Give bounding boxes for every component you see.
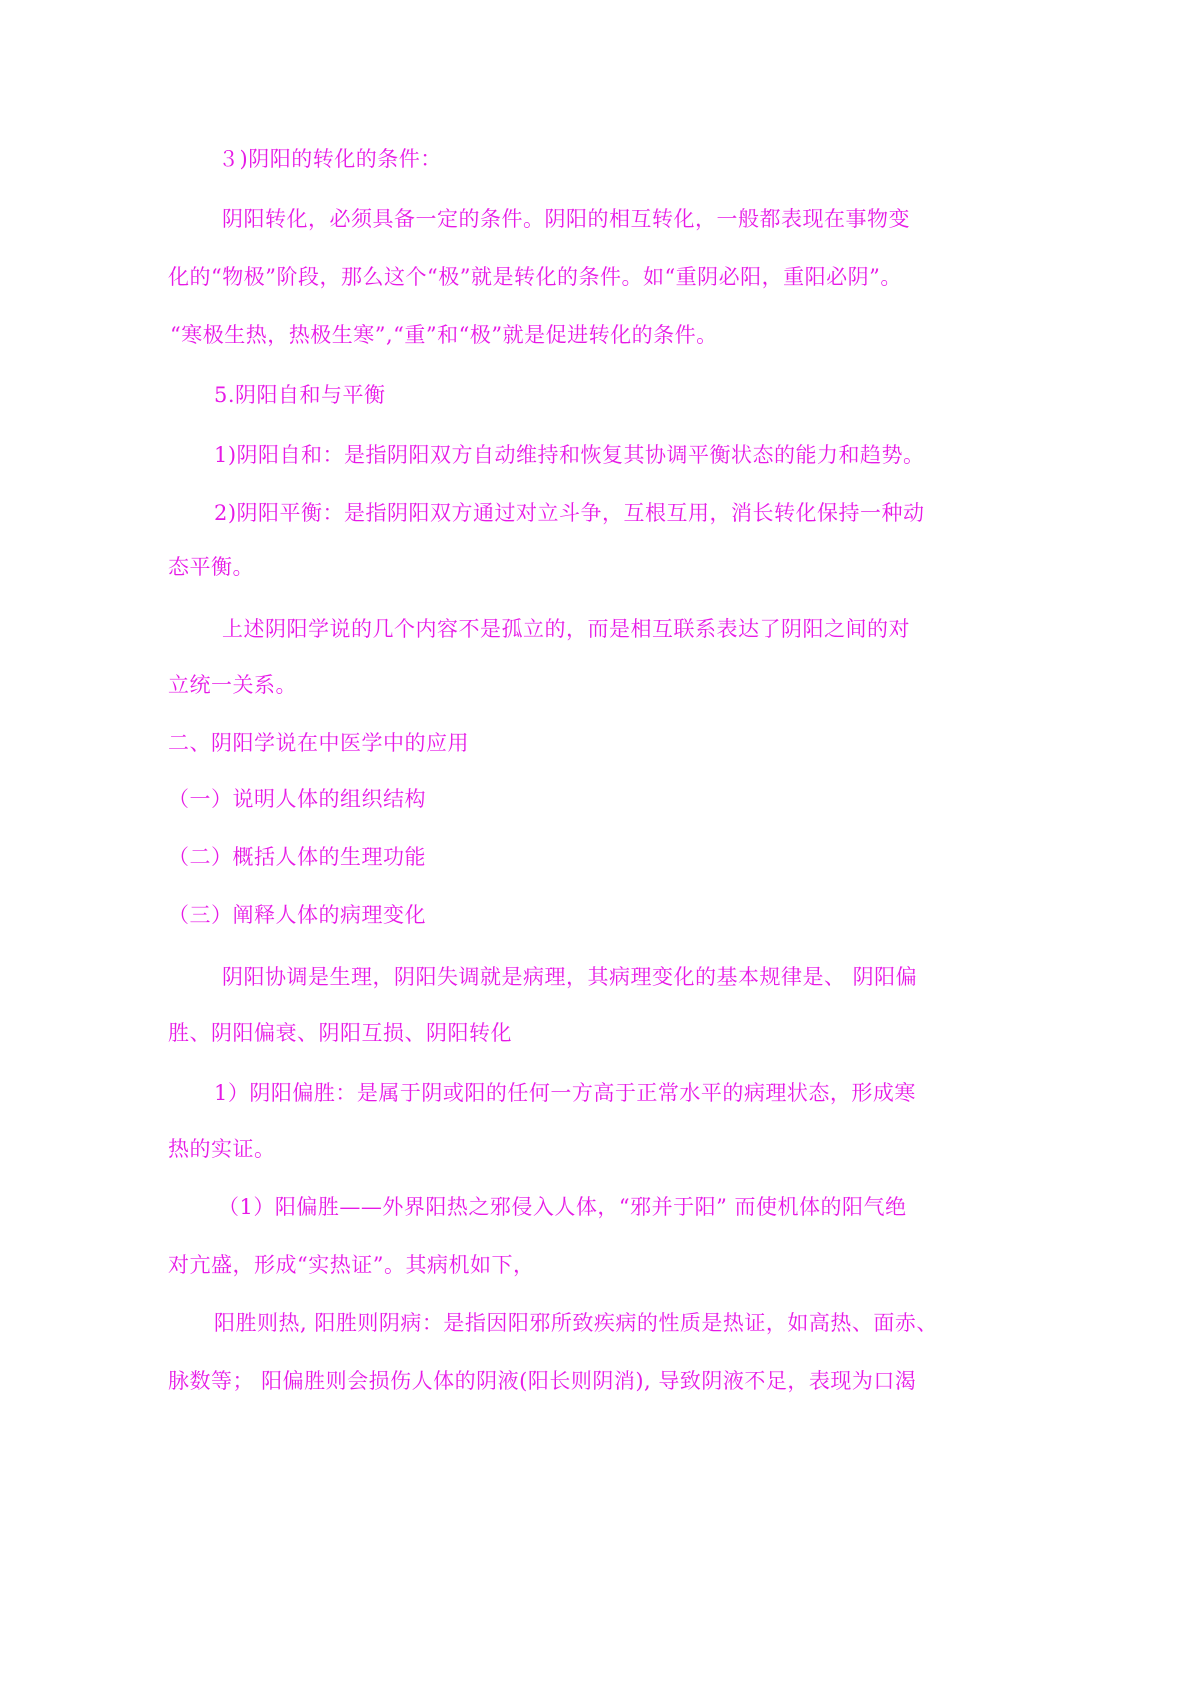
subsection-heading: （一）说明人体的组织结构	[168, 787, 426, 811]
text-line: 2)阴阳平衡：是指阴阳双方通过对立斗争，互根互用，消长转化保持一种动	[214, 501, 925, 525]
text-line: ３)阴阳的转化的条件：	[218, 147, 442, 171]
text-line: 阳胜则热, 阳胜则阴病：是指因阳邪所致疾病的性质是热证，如高热、面赤、	[214, 1311, 938, 1335]
text-line: 1）阴阳偏胜：是属于阴或阳的任何一方高于正常水平的病理状态，形成寒	[214, 1081, 916, 1105]
section-heading: 5.阴阳自和与平衡	[214, 383, 386, 407]
text-line: 阴阳转化，必须具备一定的条件。阴阳的相互转化，一般都表现在事物变	[222, 207, 910, 231]
text-line: 胜、阴阳偏衰、阴阳互损、阴阳转化	[168, 1021, 512, 1045]
text-line: 上述阴阳学说的几个内容不是孤立的，而是相互联系表达了阴阳之间的对	[222, 617, 910, 641]
subsection-heading: （三）阐释人体的病理变化	[168, 903, 426, 927]
section-heading: 二、阴阳学说在中医学中的应用	[168, 731, 469, 755]
text-line: 热的实证。	[168, 1137, 276, 1161]
text-line: 阴阳协调是生理，阴阳失调就是病理，其病理变化的基本规律是、 阴阳偏	[222, 965, 918, 989]
text-line: 脉数等； 阳偏胜则会损伤人体的阴液(阳长则阴消), 导致阴液不足，表现为口渴	[168, 1369, 917, 1393]
text-line: “寒极生热，热极生寒”,“重”和“极”就是促进转化的条件。	[170, 323, 718, 347]
text-line: 对亢盛，形成“实热证”。其病机如下，	[168, 1253, 535, 1277]
text-line: （1）阳偏胜——外界阳热之邪侵入人体，“邪并于阳” 而使机体的阳气绝	[218, 1195, 907, 1219]
text-line: 态平衡。	[168, 555, 254, 579]
subsection-heading: （二）概括人体的生理功能	[168, 845, 426, 869]
text-line: 1)阴阳自和：是指阴阳双方自动维持和恢复其协调平衡状态的能力和趋势。	[214, 443, 925, 467]
text-line: 立统一关系。	[168, 673, 297, 697]
text-line: 化的“物极”阶段，那么这个“极”就是转化的条件。如“重阴必阳，重阳必阴”。	[168, 265, 902, 289]
